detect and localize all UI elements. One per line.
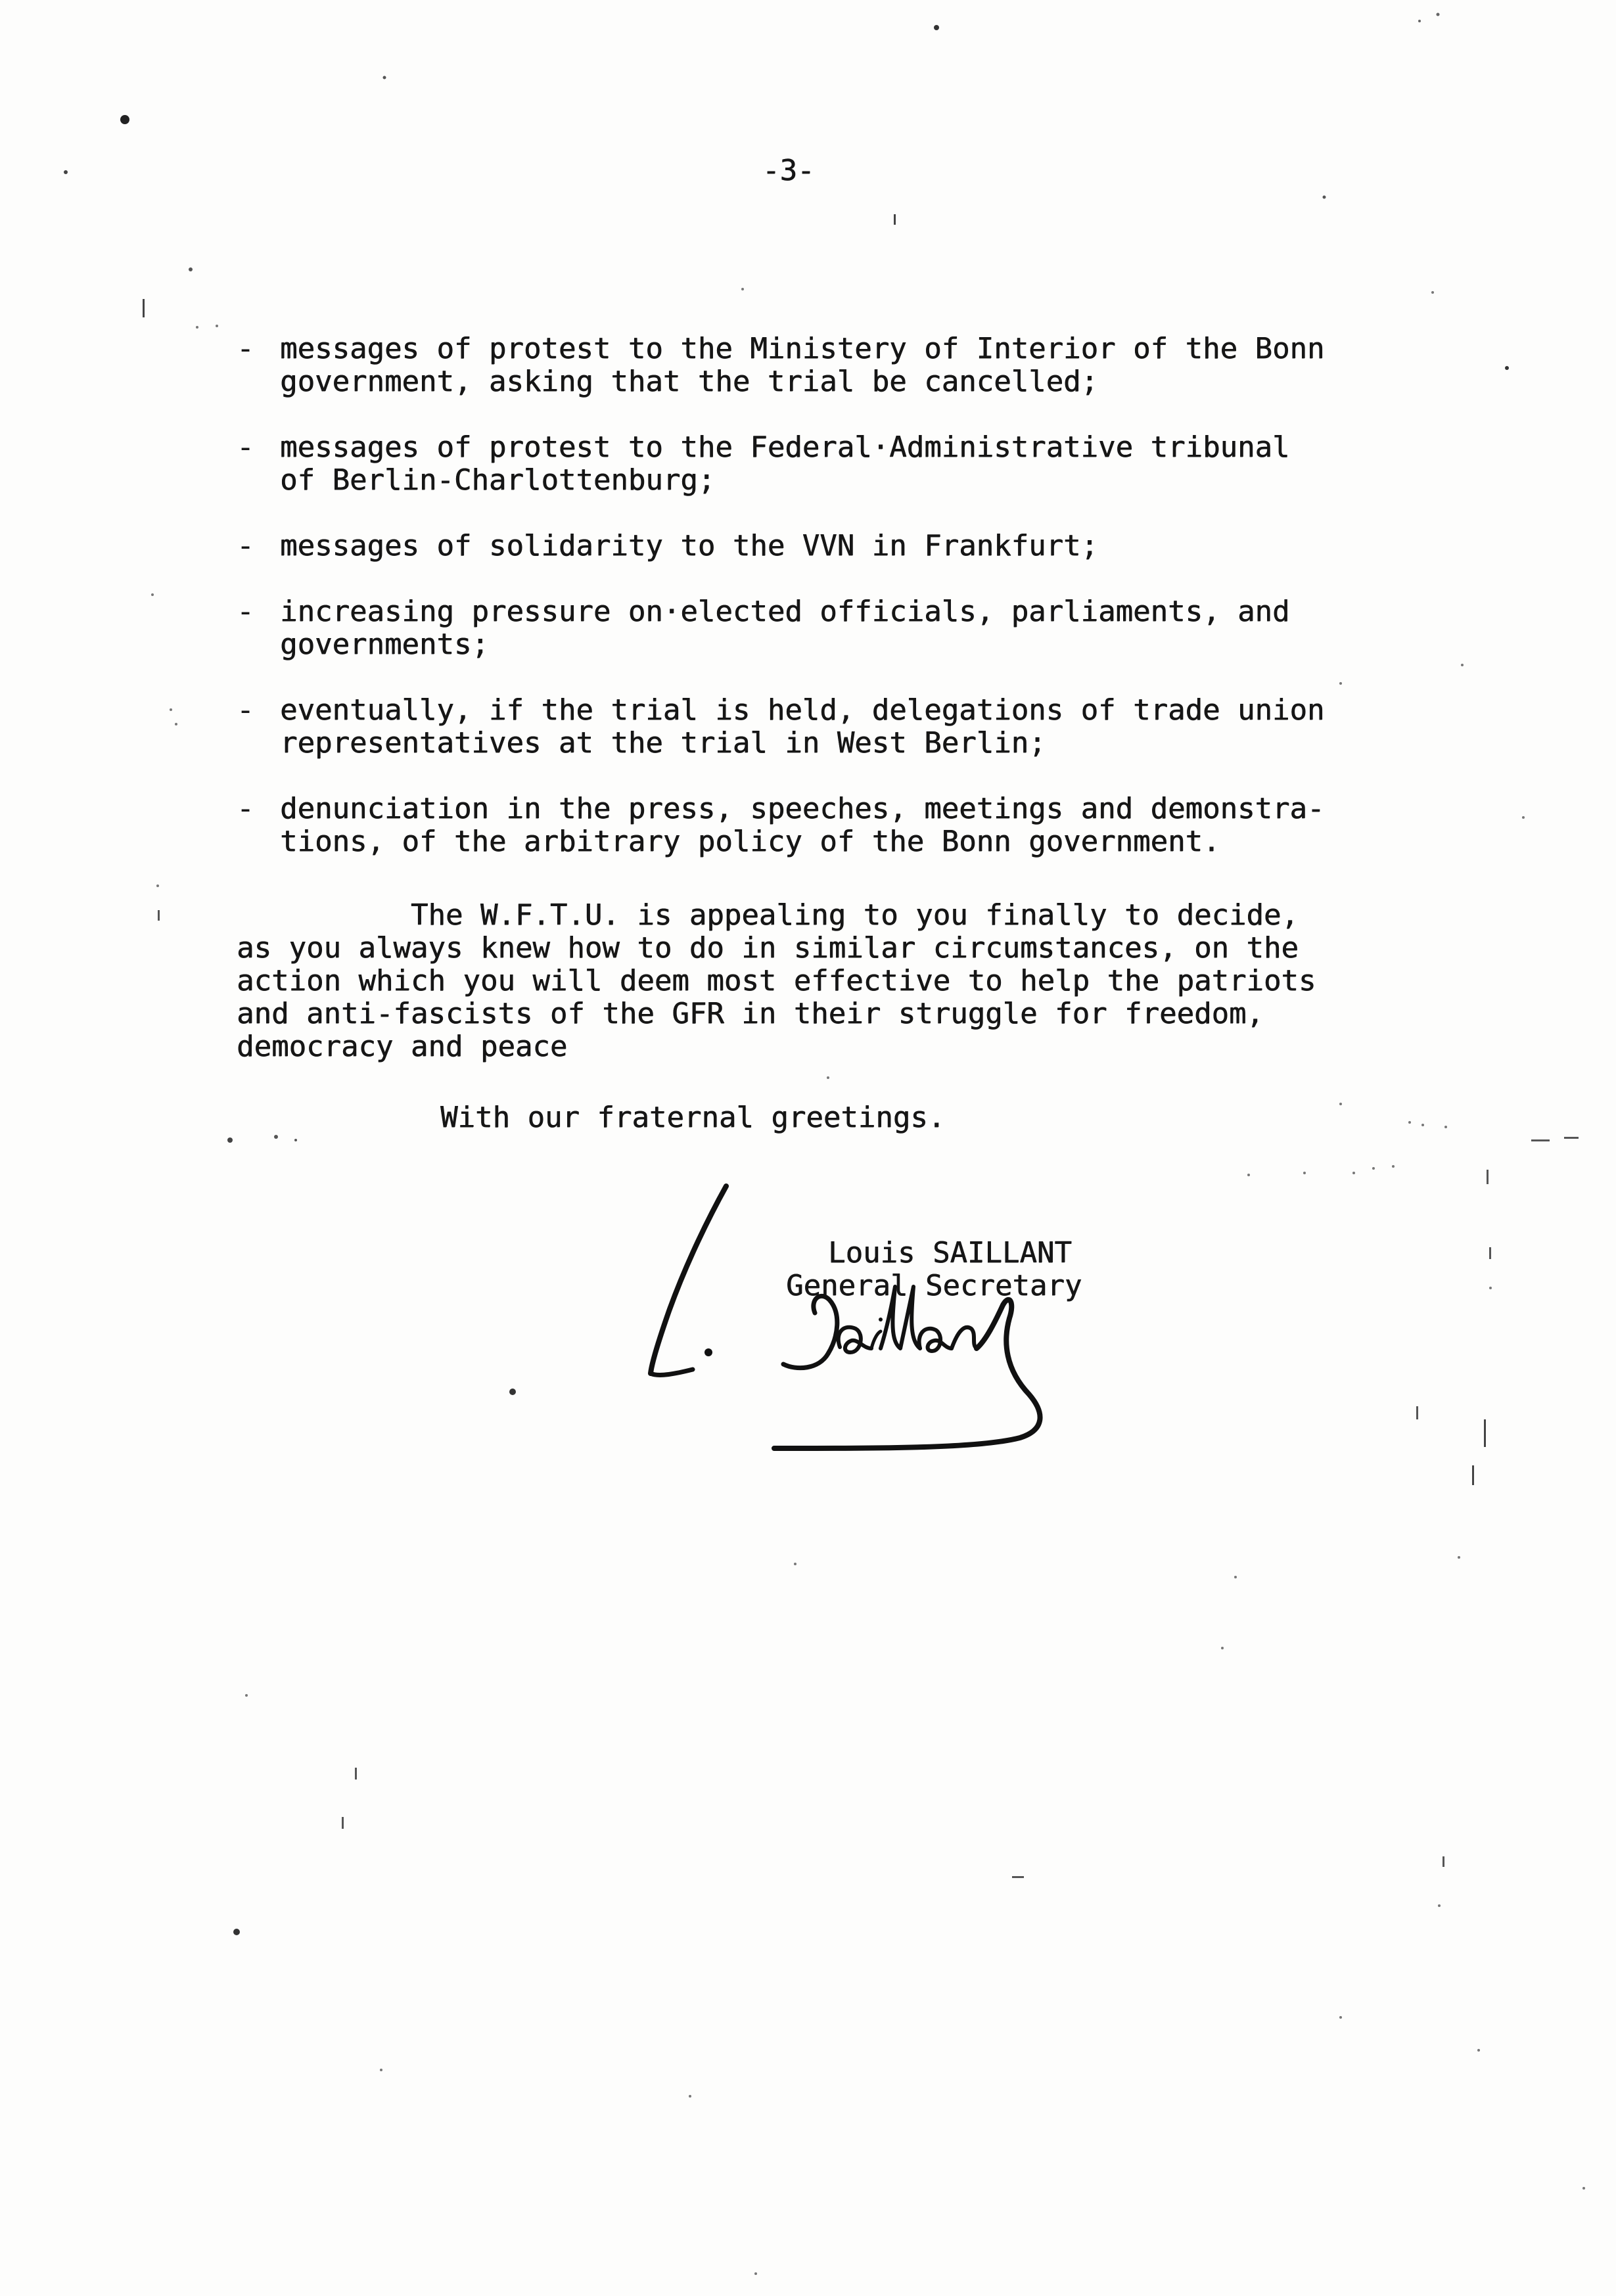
- paragraph-line: The W.F.T.U. is appealing to you finally to decide,: [237, 898, 1299, 932]
- list-marker: -: [237, 595, 254, 628]
- paragraph-line: and anti-fascists of the GFR in their struggle for freedom,: [237, 997, 1264, 1030]
- list-item: [237, 694, 1324, 760]
- list-item-line: messages of protest to the Federal·Administrative tribunal: [280, 430, 1290, 464]
- list-item: [237, 333, 1324, 398]
- signatory-name: Louis SAILLANT: [828, 1236, 1072, 1270]
- list-marker: -: [237, 693, 254, 727]
- paragraph-line: as you always knew how to do in similar circumstances, on the: [237, 931, 1299, 965]
- list-item-line: denunciation in the press, speeches, meetings and demonstra-: [280, 792, 1325, 825]
- list-item-line: messages of protest to the Ministery of Interior of the Bonn: [280, 332, 1325, 365]
- paragraph-line: action which you will deem most effective to help the patriots: [237, 964, 1316, 998]
- list-item-line: government, asking that the trial be cancelled;: [280, 365, 1099, 398]
- list-item: [237, 431, 1324, 497]
- list-item-line: increasing pressure on·elected officials, parliaments, and: [280, 595, 1290, 628]
- list-marker: -: [237, 792, 254, 825]
- signatory-title: General Secretary: [786, 1269, 1082, 1302]
- paragraph-line: democracy and peace: [237, 1030, 568, 1063]
- page-number: -3-: [762, 154, 815, 187]
- action-list: [237, 333, 1324, 891]
- list-item-line: representatives at the trial in West Berlin;: [280, 726, 1046, 760]
- list-item-line: messages of solidarity to the VVN in Frankfurt;: [280, 529, 1099, 563]
- list-item-line: governments;: [280, 628, 489, 661]
- list-marker: -: [237, 529, 254, 563]
- list-item: [237, 595, 1324, 661]
- handwritten-signature: [611, 1176, 1111, 1479]
- appeal-paragraph: [237, 899, 1316, 1063]
- list-item-line: eventually, if the trial is held, delegations of trade union: [280, 693, 1325, 727]
- list-item-line: tions, of the arbitrary policy of the Bonn government.: [280, 825, 1220, 858]
- list-item-line: of Berlin-Charlottenburg;: [280, 463, 716, 497]
- list-marker: -: [237, 430, 254, 464]
- list-item: [237, 530, 1324, 563]
- list-marker: -: [237, 332, 254, 365]
- closing-greeting: With our fraternal greetings.: [440, 1101, 946, 1134]
- list-item: [237, 792, 1324, 858]
